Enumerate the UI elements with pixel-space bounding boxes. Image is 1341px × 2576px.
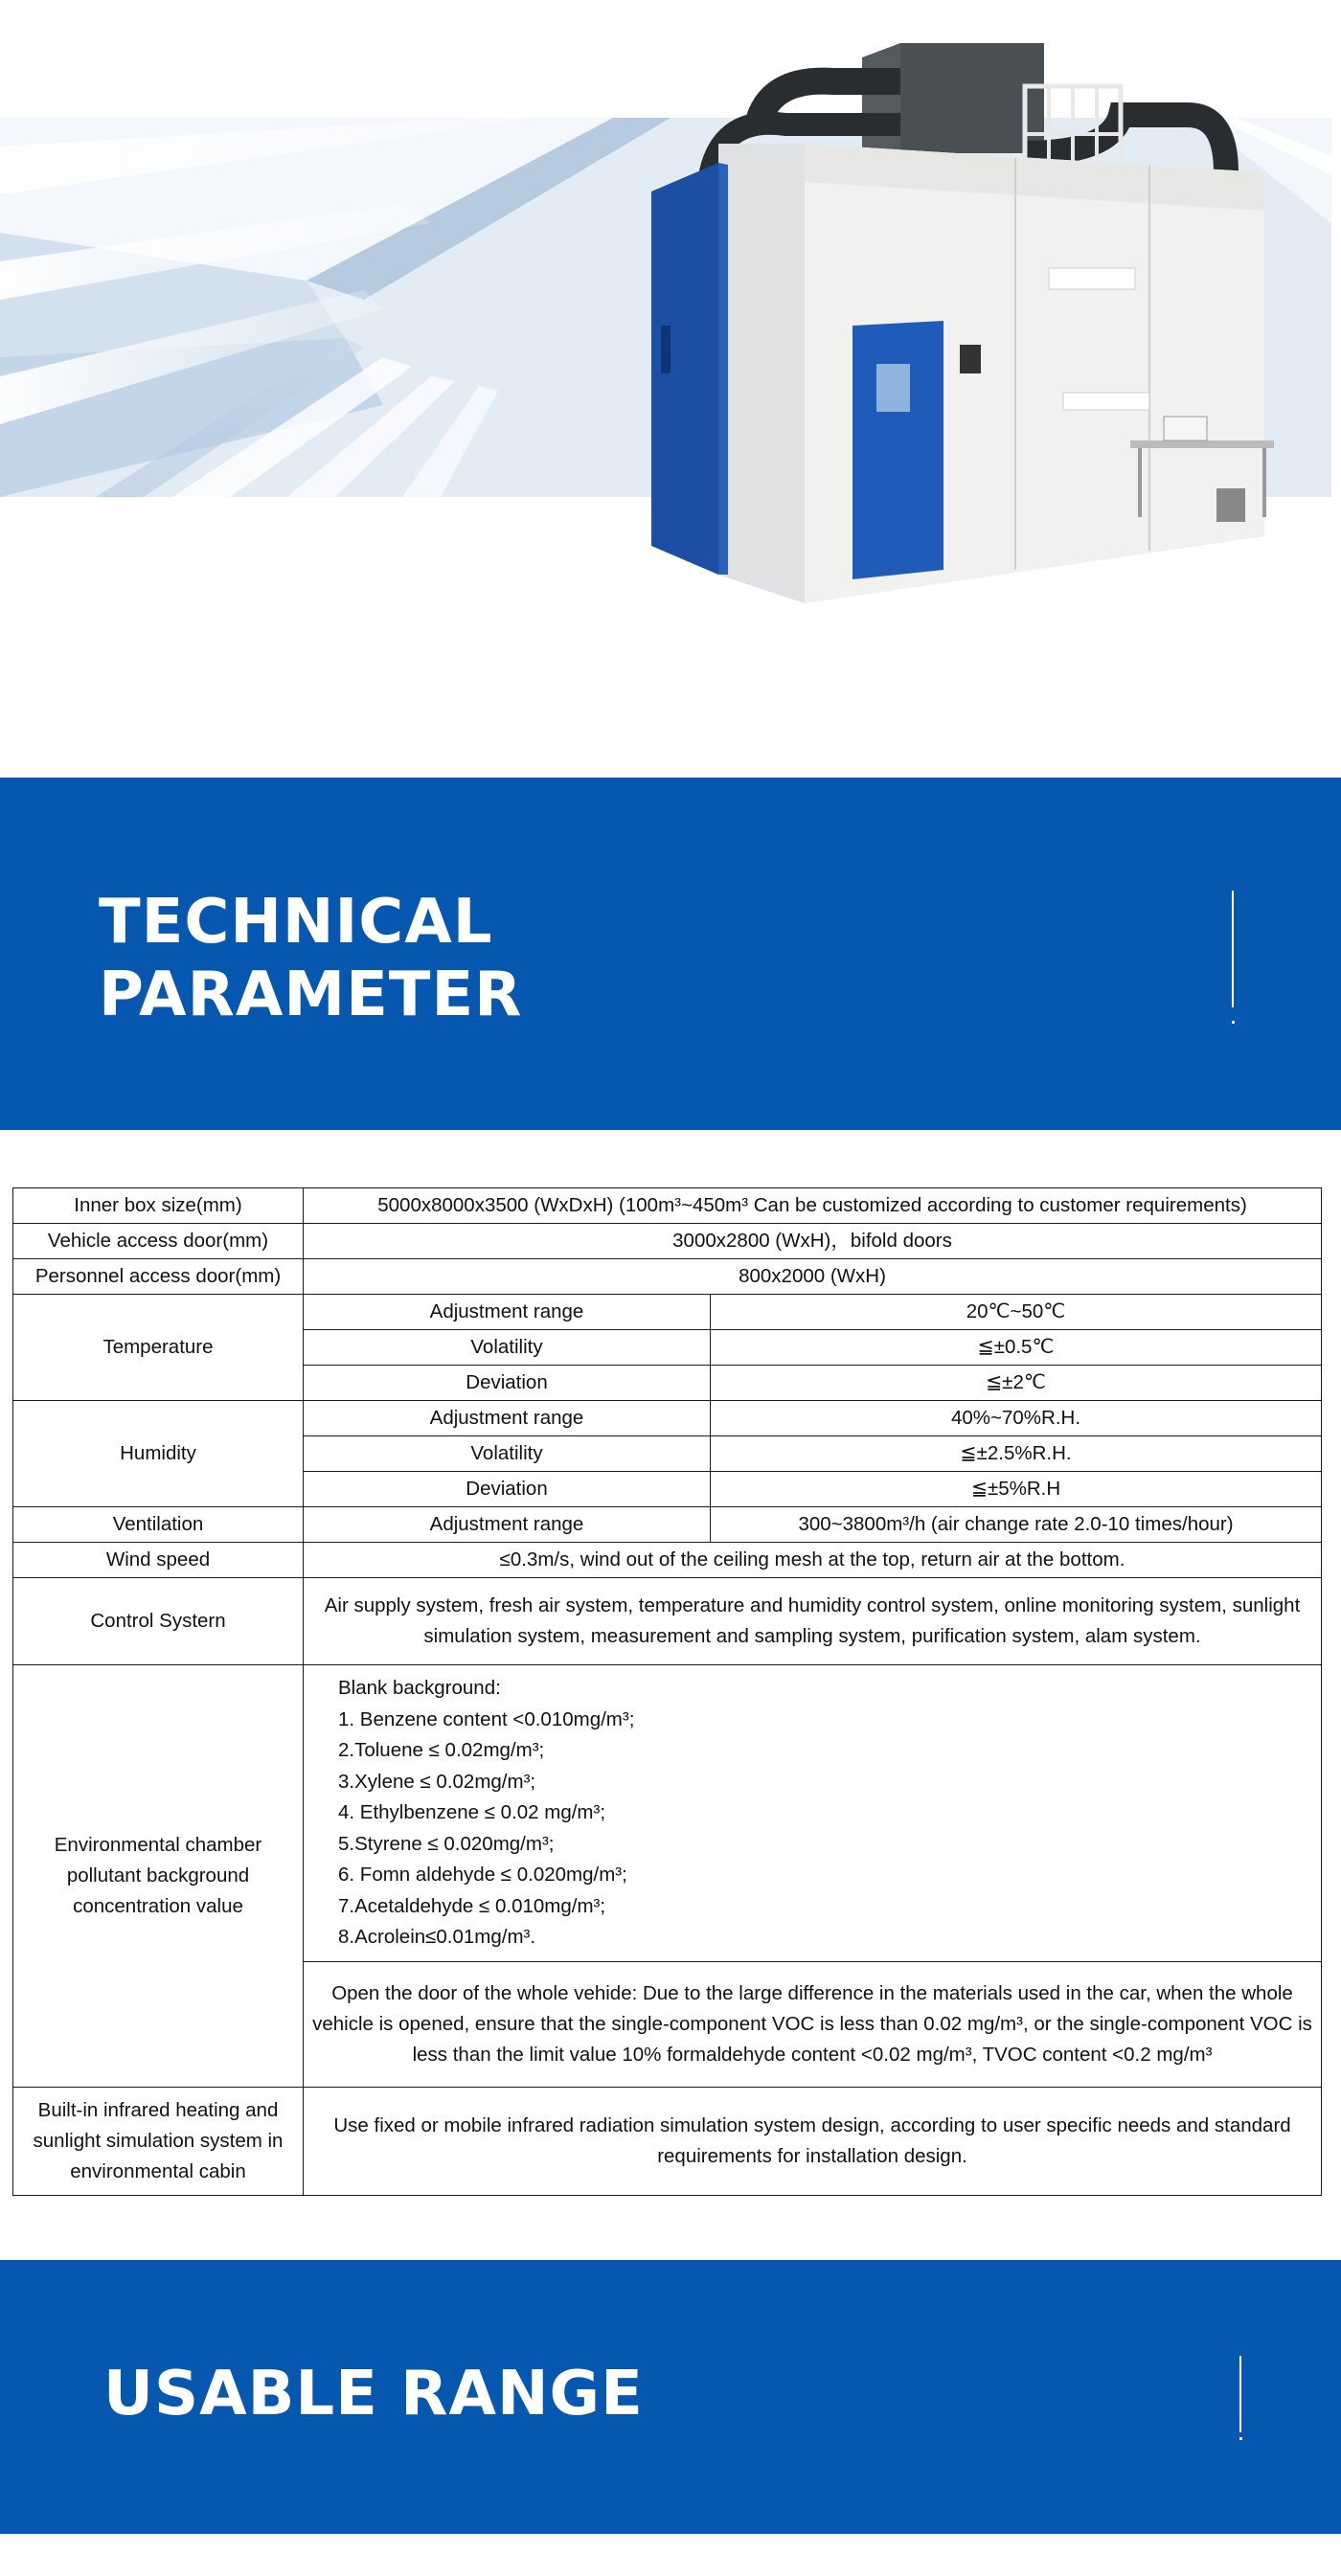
list-item: 3.Xylene ≤ 0.02mg/m³;: [338, 1770, 536, 1793]
list-item: 7.Acetaldehyde ≤ 0.010mg/m³;: [338, 1894, 606, 1917]
list-item: 5.Styrene ≤ 0.020mg/m³;: [338, 1832, 555, 1855]
list-item: 4. Ethylbenzene ≤ 0.02 mg/m³;: [338, 1801, 606, 1823]
table-row: [13, 1401, 1322, 1436]
row-value: Air supply system, fresh air system, temperature and humidity control system, online monitoring system, sunlight simulation system, measurement and sampling system, purification system, alam system.: [304, 1578, 1322, 1665]
row-label: Vehicle access door(mm): [13, 1224, 304, 1259]
table-row: [13, 1507, 1322, 1543]
blank-background-list: [304, 1665, 1322, 1962]
vehicle-open-text: Open the door of the whole vehide: Due to the large difference in the materials used in the car, when the whole vehicle is opened, ensure that the single-component VOC is less than 0.02 mg/m³, or the single-component VOC is less than the limit value 10% formaldehyde content <0.02 mg/m³, TVOC content <0.2 mg/m³: [304, 1961, 1322, 2087]
test-chamber-image: [613, 38, 1284, 618]
usable-range-banner: [0, 2260, 1341, 2534]
sub-value: ≦±0.5℃: [711, 1330, 1322, 1366]
row-value: Use fixed or mobile infrared radiation simulation system design, according to user specific needs and standard requirements for installation design.: [304, 2087, 1322, 2195]
sub-value: ≦±5%R.H: [711, 1472, 1322, 1507]
sub-label: Volatility: [304, 1436, 711, 1472]
list-item: Blank background:: [338, 1677, 501, 1699]
row-value: 3000x2800 (WxH)，bifold doors: [304, 1224, 1322, 1259]
decorative-dot: [1239, 2437, 1242, 2440]
list-item: 2.Toluene ≤ 0.02mg/m³;: [338, 1739, 545, 1761]
row-label: Environmental chamber pollutant background concentration value: [13, 1665, 304, 2088]
list-item: 6. Fomn aldehyde ≤ 0.020mg/m³;: [338, 1864, 627, 1886]
sub-value: ≦±2.5%R.H.: [711, 1436, 1322, 1472]
title-line-1: TECHNICAL: [99, 887, 493, 958]
row-label: Personnel access door(mm): [13, 1259, 304, 1295]
table-row: [13, 1188, 1322, 1224]
row-value: 5000x8000x3500 (WxDxH) (100m³~450m³ Can be customized according to customer requirements): [304, 1188, 1322, 1224]
table-row: [13, 1224, 1322, 1259]
sub-label: Adjustment range: [304, 1401, 711, 1436]
technical-parameter-banner: [0, 778, 1341, 1130]
sub-value: ≦±2℃: [711, 1366, 1322, 1401]
sub-value: 20℃~50℃: [711, 1295, 1322, 1330]
table-row: [13, 1295, 1322, 1330]
table-row: [13, 2087, 1322, 2195]
row-label: Wind speed: [13, 1543, 304, 1578]
sub-label: Adjustment range: [304, 1507, 711, 1543]
sub-label: Deviation: [304, 1472, 711, 1507]
decorative-dot: [1232, 1021, 1235, 1024]
row-label: Inner box size(mm): [13, 1188, 304, 1224]
table-row: [13, 1259, 1322, 1295]
row-label: Humidity: [13, 1401, 304, 1507]
decorative-line: [1232, 891, 1234, 1007]
table-row: [13, 1543, 1322, 1578]
sub-value: 300~3800m³/h (air change rate 2.0-10 times/hour): [711, 1507, 1322, 1543]
list-item: 8.Acrolein≤0.01mg/m³.: [338, 1926, 536, 1948]
list-item: 1. Benzene content <0.010mg/m³;: [338, 1707, 635, 1730]
row-label: Built-in infrared heating and sunlight simulation system in environmental cabin: [13, 2087, 304, 2195]
row-value: ≤0.3m/s, wind out of the ceiling mesh at the top, return air at the bottom.: [304, 1543, 1322, 1578]
hero-section: [0, 0, 1341, 778]
row-label: Ventilation: [13, 1507, 304, 1543]
title-line-2: PARAMETER: [99, 960, 523, 1030]
technical-parameter-table: [12, 1187, 1322, 2196]
table-row: [13, 1578, 1322, 1665]
sub-value: 40%~70%R.H.: [711, 1401, 1322, 1436]
row-label: Control Systern: [13, 1578, 304, 1665]
row-label: Temperature: [13, 1295, 304, 1401]
sub-label: Adjustment range: [304, 1295, 711, 1330]
row-value: 800x2000 (WxH): [304, 1259, 1322, 1295]
usable-range-title: USABLE RANGE: [103, 2359, 644, 2429]
table-row: [13, 1665, 1322, 1962]
sub-label: Volatility: [304, 1330, 711, 1366]
sub-label: Deviation: [304, 1366, 711, 1401]
technical-parameter-title: [99, 886, 522, 1031]
decorative-line: [1239, 2356, 1241, 2432]
